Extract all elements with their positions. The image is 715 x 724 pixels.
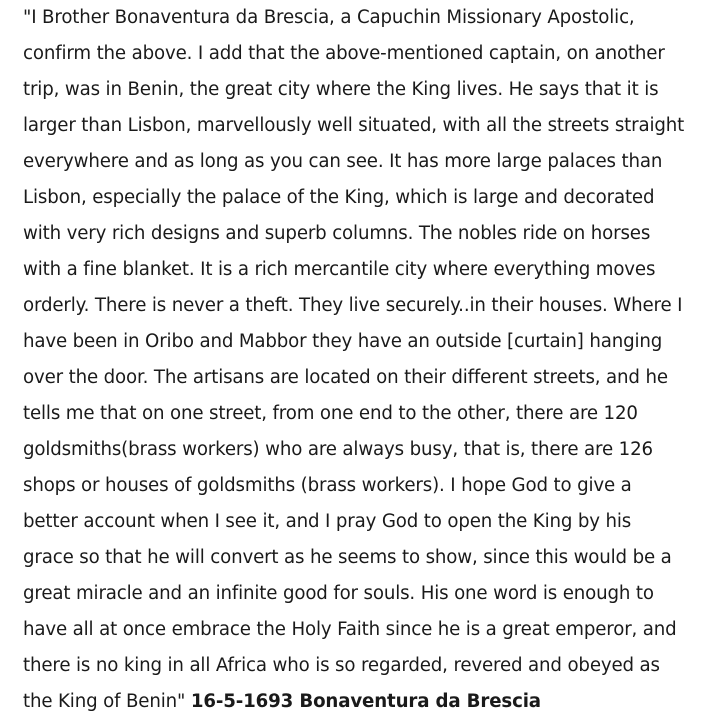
text-line: have all at once embrace the Holy Faith since he is a great emperor, and — [23, 619, 677, 640]
text-line: have been in Oribo and Mabbor they have an outside [curtain] hanging — [23, 331, 663, 352]
text-line: goldsmiths(brass workers) who are always busy, that is, there are 126 — [23, 439, 653, 460]
text-line: over the door. The artisans are located on their different streets, and he — [23, 367, 668, 388]
text-line: Lisbon, especially the palace of the King, which is large and decorated — [23, 187, 655, 208]
text-line: better account when I see it, and I pray God to open the King by his — [23, 511, 632, 532]
text-line: larger than Lisbon, marvellously well situated, with all the streets straight — [23, 115, 685, 136]
text-line: shops or houses of goldsmiths (brass workers). I hope God to give a — [23, 475, 632, 496]
text-line: grace so that he will convert as he seems to show, since this would be a — [23, 547, 672, 568]
text-line: tells me that on one street, from one end to the other, there are 120 — [23, 403, 638, 424]
closing-text: the King of Benin" — [23, 691, 186, 712]
text-line: trip, was in Benin, the great city where the King lives. He says that it is — [23, 79, 659, 100]
text-line: with very rich designs and superb columns. The nobles ride on horses — [23, 223, 651, 244]
quote-paragraph — [23, 0, 709, 720]
text-line: everywhere and as long as you can see. It has more large palaces than — [23, 151, 663, 172]
text-line: with a fine blanket. It is a rich mercantile city where everything moves — [23, 259, 656, 280]
text-line: "I Brother Bonaventura da Brescia, a Capuchin Missionary Apostolic, — [23, 7, 635, 28]
last-line — [23, 684, 709, 720]
text-line: confirm the above. I add that the above-mentioned captain, on another — [23, 43, 665, 64]
text-line: great miracle and an infinite good for souls. His one word is enough to — [23, 583, 654, 604]
signature: 16-5-1693 Bonaventura da Brescia — [190, 691, 541, 712]
text-line: orderly. There is never a theft. They live securely..in their houses. Where I — [23, 295, 683, 316]
text-line: there is no king in all Africa who is so regarded, revered and obeyed as — [23, 655, 660, 676]
